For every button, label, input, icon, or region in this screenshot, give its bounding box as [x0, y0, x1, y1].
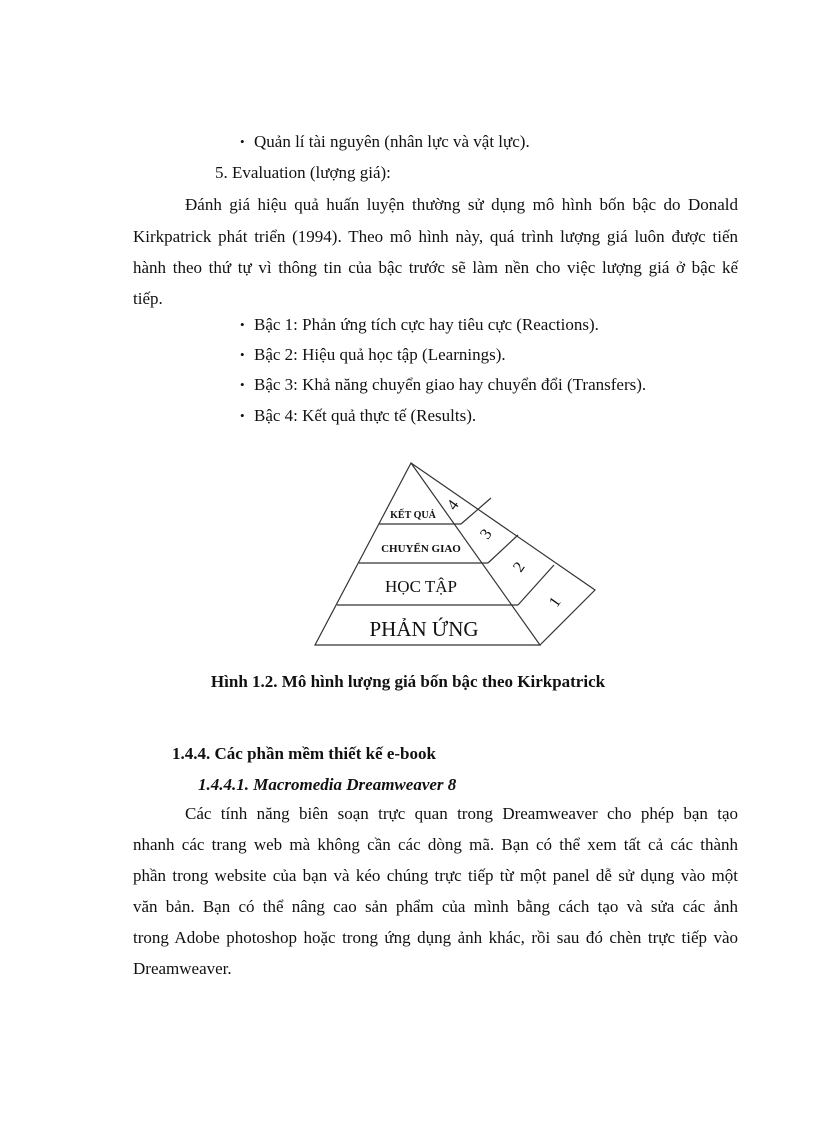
paragraph-line: Các tính năng biên soạn trực quan trong Dreamweaver cho phép bạn tạo [185, 804, 738, 823]
level-item: • Bậc 1: Phản ứng tích cực hay tiêu cực (Reactions). [240, 315, 599, 334]
pyramid-label-chuyen-giao: CHUYỂN GIAO [381, 543, 461, 555]
bullet-icon: • [240, 134, 245, 149]
side-divider [461, 498, 491, 524]
pyramid-label-phan-ung: PHẢN ỨNG [369, 617, 479, 641]
pyramid-label-hoc-tap: HỌC TẬP [385, 577, 457, 596]
paragraph-line: nhanh các trang web mà không cần các dòng mã. Bạn có thể xem tất cả các thành [133, 835, 738, 854]
kirkpatrick-pyramid [300, 455, 610, 655]
paragraph-line: trong Adobe photoshop hoặc trong ứng dụng ảnh khác, rồi sau đó chèn trực tiếp vào [133, 928, 738, 947]
level-item: • Bậc 3: Khả năng chuyển giao hay chuyển đổi (Transfers). [240, 375, 647, 394]
evaluation-heading: 5. Evaluation (lượng giá): [215, 163, 391, 182]
level-item: • Bậc 2: Hiệu quả học tập (Learnings). [240, 345, 506, 364]
bullet-icon: • [240, 347, 245, 362]
paragraph-line: Đánh giá hiệu quả huấn luyện thường sử dụng mô hình bốn bậc do Donald [185, 195, 738, 214]
paragraph-line: Dreamweaver. [133, 959, 232, 978]
bullet-icon: • [240, 317, 245, 332]
pyramid-label-ket-qua: KẾT QUẢ [390, 510, 436, 521]
figure-caption: Hình 1.2. Mô hình lượng giá bốn bậc theo Kirkpatrick [210, 672, 606, 691]
paragraph-line: phần trong website của bạn và kéo chúng trực tiếp từ một panel dễ sử dụng vào một [133, 866, 738, 885]
bullet-icon: • [240, 408, 245, 423]
paragraph-line: văn bản. Bạn có thể nâng cao sản phẩm của mình bằng cách tạo và sửa các ảnh [133, 897, 738, 916]
bullet-resources: • Quản lí tài nguyên (nhân lực và vật lực). [240, 132, 530, 151]
section-heading: 1.4.4. Các phần mềm thiết kế e-book [172, 744, 436, 763]
bullet-icon: • [240, 377, 245, 392]
side-number-2: 2 [510, 559, 529, 576]
side-number-1: 1 [546, 594, 565, 611]
paragraph-line: Kirkpatrick phát triển (1994). Theo mô hình này, quá trình lượng giá luôn được tiến [133, 227, 738, 246]
subsection-heading: 1.4.4.1. Macromedia Dreamweaver 8 [198, 775, 457, 794]
side-number-3: 3 [477, 526, 496, 543]
side-number-4: 4 [444, 497, 463, 514]
paragraph-line: hành theo thứ tự vì thông tin của bậc trước sẽ làm nền cho việc lượng giá ở bậc kế [133, 258, 738, 277]
level-item: • Bậc 4: Kết quả thực tế (Results). [240, 406, 477, 425]
paragraph-line: tiếp. [133, 289, 163, 308]
